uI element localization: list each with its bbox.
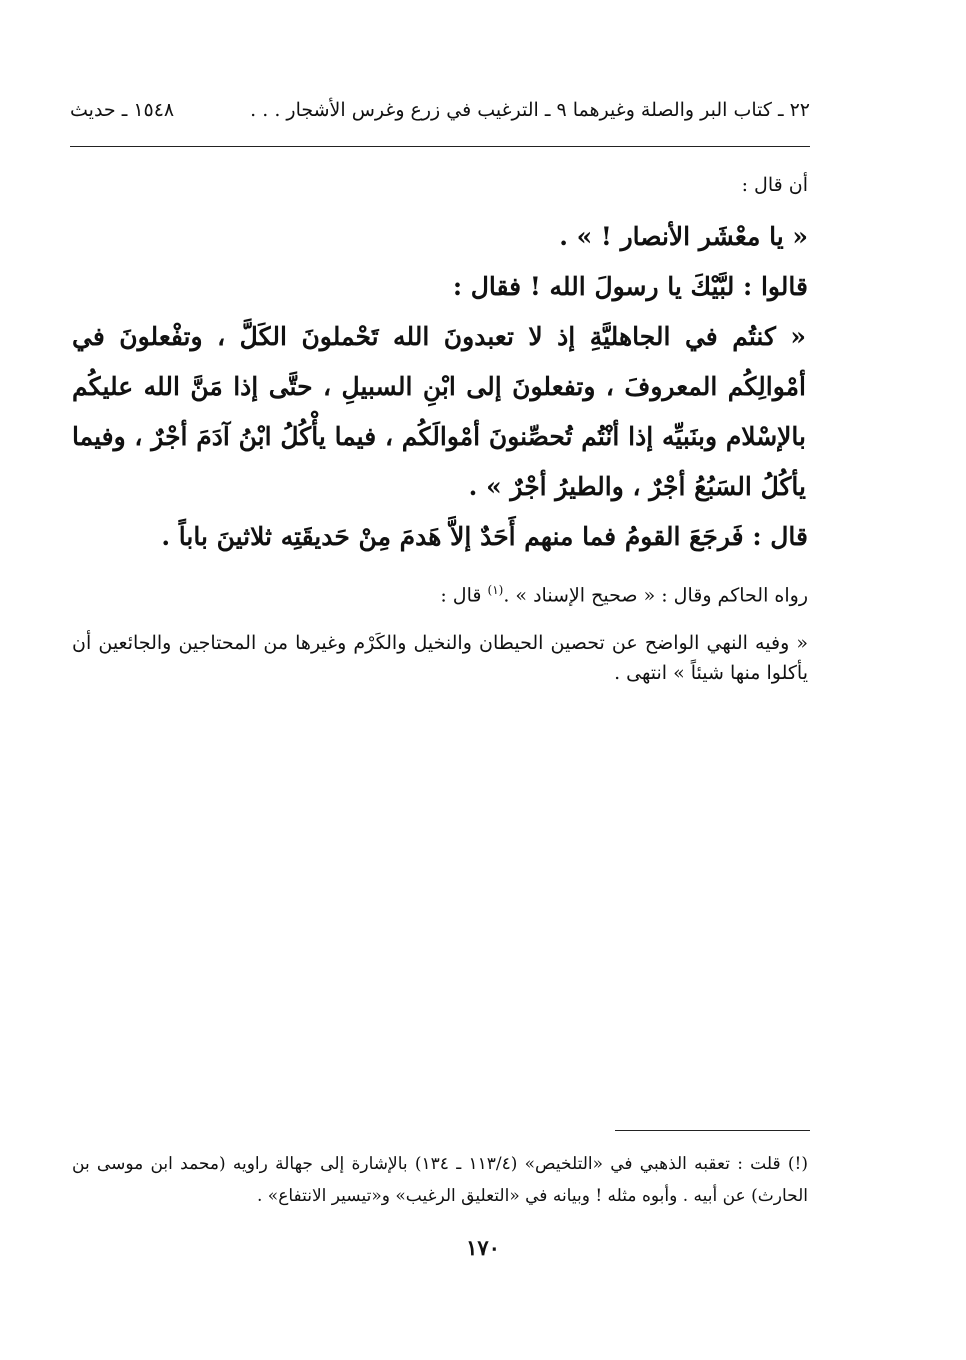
footnote-divider bbox=[615, 1130, 810, 1131]
hadith-main-text: « كنتُم في الجاهليَّةِ إذ لا تعبدونَ الله تَحْملونَ الكَلَّ ، وتفْعلونَ في أمْوالِكُم المعروفَ ، وتفعلونَ إلى ابْنِ السبيلِ ، حتَّى إذا مَنَّ الله عليكُم بالإسْلام وبنَبيِّه إذا أنْتُم تُحصِّنونَ أمْوالَكُم ، فيما يأْكُلُ ابْنُ آدَمَ أجْرٌ ، وفيما يأكُلُ السَبُعُ أجْرٌ ، والطيرُ أجْرٌ » . bbox=[72, 322, 806, 501]
intro-text: أن قال : bbox=[741, 174, 808, 196]
narration-source bbox=[72, 575, 808, 610]
page-number: ١٧٠ bbox=[466, 1235, 500, 1260]
header-divider bbox=[70, 146, 810, 147]
chapter-title: ٢٢ ـ كتاب البر والصلة وغيرهما ٩ ـ الترغيب في زرع وغرس الأشجار . . . bbox=[250, 99, 810, 121]
narration-text: رواه الحاكم وقال : « صحيح الإسناد » . bbox=[503, 584, 808, 607]
narration-tail: قال : bbox=[440, 584, 488, 607]
running-header bbox=[70, 90, 810, 130]
hadith-line-call: « يا معْشَر الأنصار ! » . bbox=[559, 222, 808, 251]
hadith-line-outcome: قال : فَرجَعَ القومُ فما منهم أَحَدٌ إلاَّ هَدمَ مِنْ حَديقَتِه ثلاثينَ باباً . bbox=[161, 522, 808, 551]
hadith-line-reply: قالوا : لبَّيْكَ يا رسولَ الله ! فقال : bbox=[452, 272, 808, 301]
hadith-number: ١٥٤٨ ـ حديث bbox=[70, 99, 175, 121]
footnote-ref: (١) bbox=[487, 583, 504, 597]
footnote-text: (!) قلت : تعقبه الذهبي في «التلخيص» (١١٣/٤ ـ ١٣٤) بالإشارة إلى جهالة راويه (محمد ابن موسى بن الحارث) عن أبيه . وأبوه مثله ! وبيانه في «التعليق الرغيب» و«تيسير الانتفاع» . bbox=[72, 1154, 808, 1206]
commentary-quote: « وفيه النهي الواضح عن تحصين الحيطان والنخيل والكَرْم وغيرها من المحتاجين والجائعين أن يأكلوا منها شيئاً » انتهى . bbox=[72, 632, 808, 684]
